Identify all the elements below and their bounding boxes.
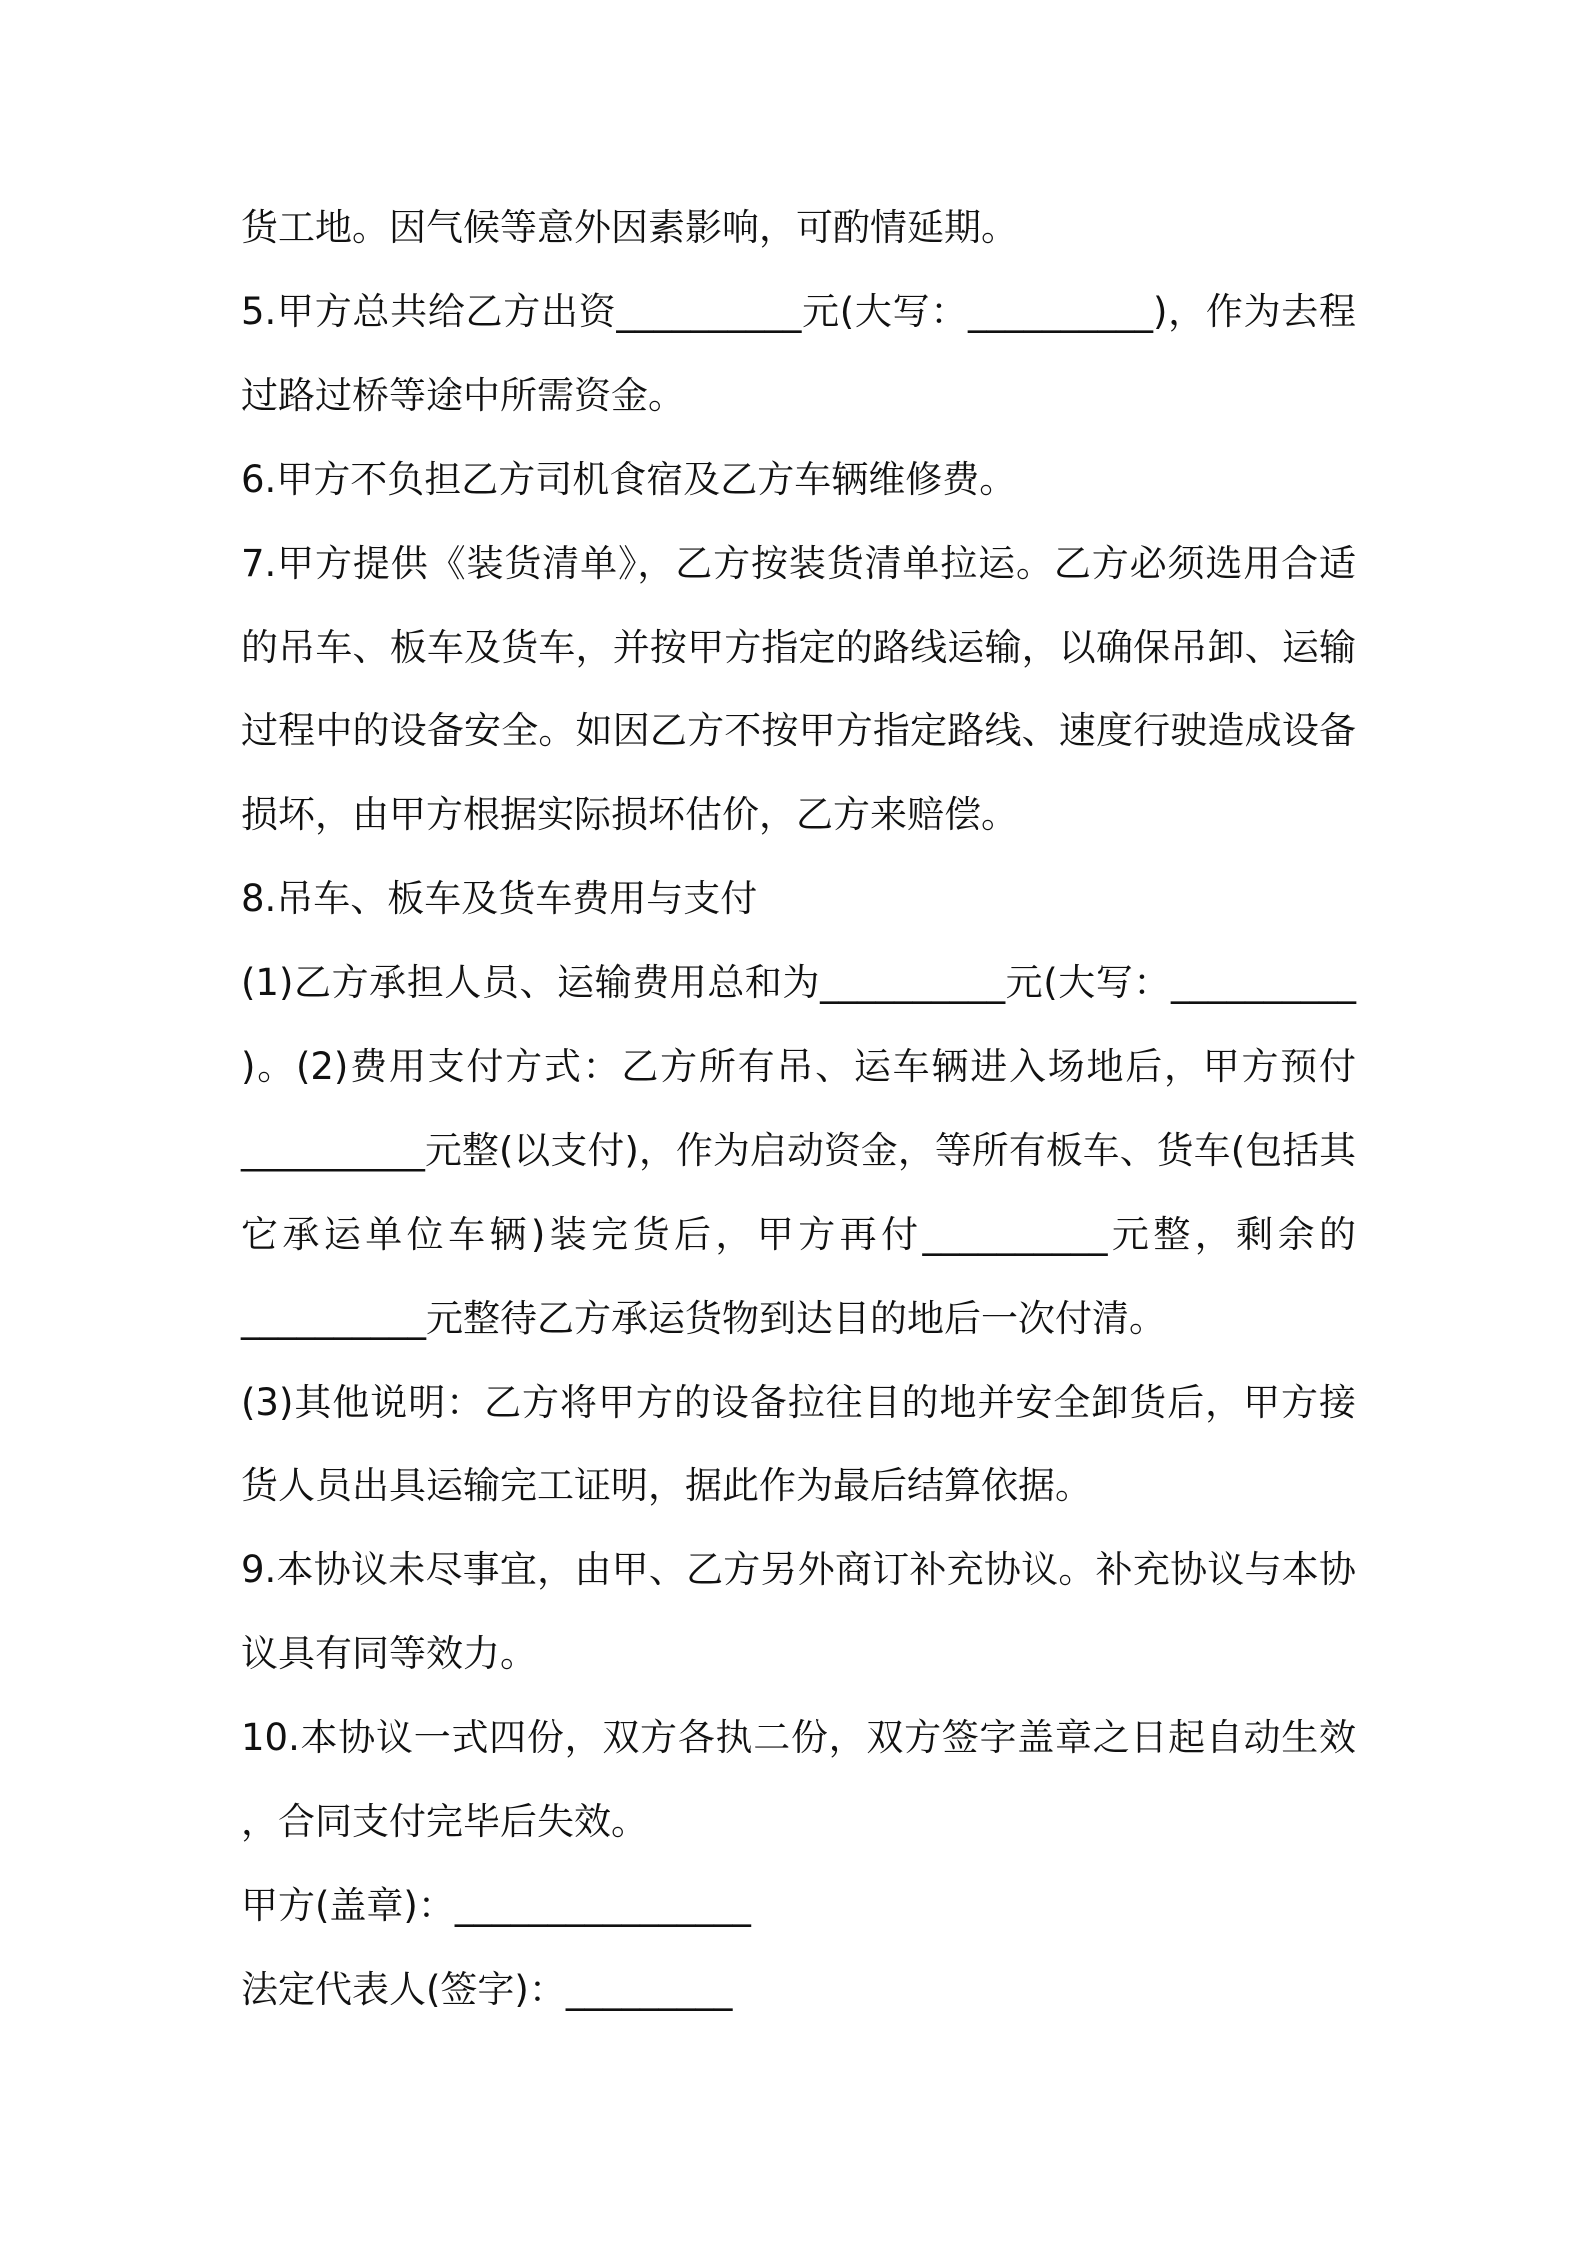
text-line: (1)乙方承担人员、运输费用总和为__________元(大写：__________ — [241, 961, 1356, 1004]
signature-party-a: 甲方(盖章)：________________ — [241, 1884, 751, 1927]
text-line: 10.本协议一式四份，双方各执二份，双方签字盖章之日起自动生效 — [241, 1716, 1356, 1759]
text-line: 6.甲方不负担乙方司机食宿及乙方车辆维修费。 — [241, 458, 1017, 501]
text-line: __________元整待乙方承运货物到达目的地后一次付清。 — [241, 1297, 1166, 1340]
text-line: 过路过桥等途中所需资金。 — [241, 374, 685, 417]
text-line: 议具有同等效力。 — [241, 1632, 537, 1675]
text-line: 5.甲方总共给乙方出资__________元(大写：__________)，作为去程 — [241, 290, 1356, 333]
text-line: 的吊车、板车及货车，并按甲方指定的路线运输，以确保吊卸、运输 — [241, 626, 1356, 669]
signature-legal-rep: 法定代表人(签字)：_________ — [241, 1968, 733, 2011]
text-line: 9.本协议未尽事宜，由甲、乙方另外商订补充协议。补充协议与本协 — [241, 1548, 1356, 1591]
text-line: 损坏，由甲方根据实际损坏估价，乙方来赔偿。 — [241, 793, 1018, 836]
text-line: 8.吊车、板车及货车费用与支付 — [241, 877, 758, 920]
text-line: __________元整(以支付)，作为启动资金，等所有板车、货车(包括其 — [241, 1129, 1356, 1172]
text-line: 货人员出具运输完工证明，据此作为最后结算依据。 — [241, 1464, 1092, 1507]
text-line: 货工地。因气候等意外因素影响，可酌情延期。 — [241, 206, 1018, 249]
text-line: )。(2)费用支付方式：乙方所有吊、运车辆进入场地后，甲方预付 — [241, 1045, 1356, 1088]
text-line: 7.甲方提供《装货清单》，乙方按装货清单拉运。乙方必须选用合适 — [241, 542, 1356, 585]
text-line: ，合同支付完毕后失效。 — [241, 1800, 648, 1843]
text-line: 过程中的设备安全。如因乙方不按甲方指定路线、速度行驶造成设备 — [241, 709, 1356, 752]
text-line: 它承运单位车辆)装完货后，甲方再付__________元整，剩余的 — [241, 1213, 1356, 1256]
text-line: (3)其他说明：乙方将甲方的设备拉往目的地并安全卸货后，甲方接 — [241, 1381, 1356, 1424]
